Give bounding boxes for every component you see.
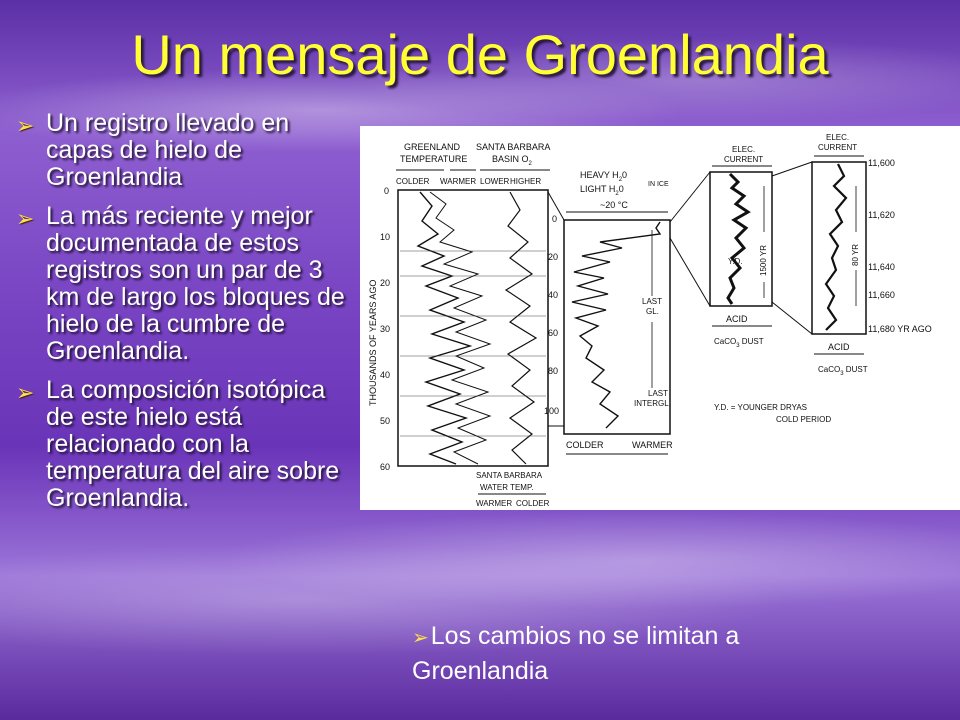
panel4-span-label: 80 YR [851, 243, 860, 266]
panel2-ytick: 100 [544, 406, 560, 416]
bullet-list [14, 110, 354, 524]
panel3-header: ELEC. [732, 145, 756, 154]
panel4-ytick: 11,660 [868, 290, 895, 300]
panel1-header: TEMPERATURE [400, 154, 468, 164]
bullet-item [14, 377, 354, 512]
panel1-higher-label: HIGHER [510, 177, 542, 186]
panel2-last-gl: GL. [646, 307, 659, 316]
panel2-ytick: 60 [548, 328, 559, 338]
panel4-dust-label: CaCO$_3$ DUST [818, 365, 868, 377]
panel3-header: CURRENT [724, 155, 764, 164]
arrow-bullet-icon: ➢ [16, 113, 35, 138]
panel4-acid-label: ACID [828, 342, 850, 352]
arrow-bullet-icon: ➢ [412, 627, 429, 649]
panel1-footer-warmer: WARMER [476, 499, 513, 508]
panel2-last-gl: LAST [642, 297, 663, 306]
panel4-ytick: 11,640 [868, 262, 895, 272]
ice-core-diagram [360, 126, 960, 510]
panel2-ytick: 80 [548, 366, 559, 376]
panel1-ytick: 10 [380, 232, 391, 242]
panel1-footer: WATER TEMP. [480, 483, 534, 492]
panel2-header: LIGHT $H_20$ [580, 184, 624, 197]
panel2-delta: ~20 °C [600, 200, 628, 210]
slide-title: Un mensaje de Groenlandia [131, 23, 829, 86]
panel4-ytick: 11,680 YR AGO [868, 324, 932, 334]
panel3-dust-label: CaCO$_3$ DUST [714, 337, 764, 349]
y-axis-label: THOUSANDS OF YEARS AGO [368, 279, 378, 406]
panel1-header: BASIN $O_2$ [492, 154, 532, 167]
panel1-ytick: 30 [380, 324, 391, 334]
panel1-warmer-label: WARMER [440, 177, 477, 186]
panel2-ytick: 20 [548, 252, 559, 262]
bullet-text: Un registro llevado en capas de hielo de Groenlandia [46, 109, 290, 191]
panel2-ytick: 0 [552, 214, 558, 224]
panel1-ytick: 0 [384, 186, 390, 196]
panel3-yd-label: Y.D. [728, 257, 743, 266]
panel1-ytick: 40 [380, 370, 391, 380]
bullet-item [14, 110, 354, 191]
panel2-in-ice: IN ICE [648, 181, 669, 188]
bullet-text: La composición isotópica de este hielo está relacionado con la temperatura del aire sobre Groenlandia. [46, 376, 340, 512]
panel2-warmer-label: WARMER [632, 440, 673, 450]
panel1-footer-colder: COLDER [516, 499, 550, 508]
panel1-header: GREENLAND [404, 142, 461, 152]
panel4-header: CURRENT [818, 143, 858, 152]
panel1-ytick: 60 [380, 462, 391, 472]
arrow-bullet-icon: ➢ [16, 206, 35, 231]
panel1-ytick: 50 [380, 416, 391, 426]
panel4-ytick: 11,600 [868, 158, 895, 168]
bullet-item [14, 203, 354, 365]
panel1-lower-label: LOWER [480, 177, 510, 186]
panel1-ytick: 20 [380, 278, 391, 288]
panel2-last-intergl: LAST [648, 389, 669, 398]
legend-line: COLD PERIOD [776, 415, 832, 424]
ice-core-figure [360, 126, 960, 510]
legend-line: Y.D. = YOUNGER DRYAS [714, 403, 807, 412]
bullet-text: La más reciente y mejor documentada de estos registros son un par de 3 km de largo los bloques de hielo de la cumbre de Groenlandia. [46, 202, 345, 365]
panel2-colder-label: COLDER [566, 440, 604, 450]
panel1-footer: SANTA BARBARA [476, 471, 543, 480]
panel1-header: SANTA BARBARA [476, 142, 551, 152]
arrow-bullet-icon: ➢ [16, 380, 35, 405]
panel1-colder-label: COLDER [396, 177, 430, 186]
panel4-ytick: 11,620 [868, 210, 895, 220]
panel2-last-intergl: INTERGL. [634, 399, 671, 408]
panel3-span-label: 1500 YR [759, 245, 768, 276]
panel3-acid-label: ACID [726, 314, 748, 324]
bottom-note-text: Los cambios no se limitan a Groenlandia [412, 622, 740, 685]
bottom-note [412, 620, 872, 688]
panel3-frame [710, 172, 772, 306]
panel2-header: HEAVY $H_20$ [580, 170, 628, 183]
panel2-ytick: 40 [548, 290, 559, 300]
panel4-header: ELEC. [826, 133, 850, 142]
panel1-frame [398, 190, 548, 466]
